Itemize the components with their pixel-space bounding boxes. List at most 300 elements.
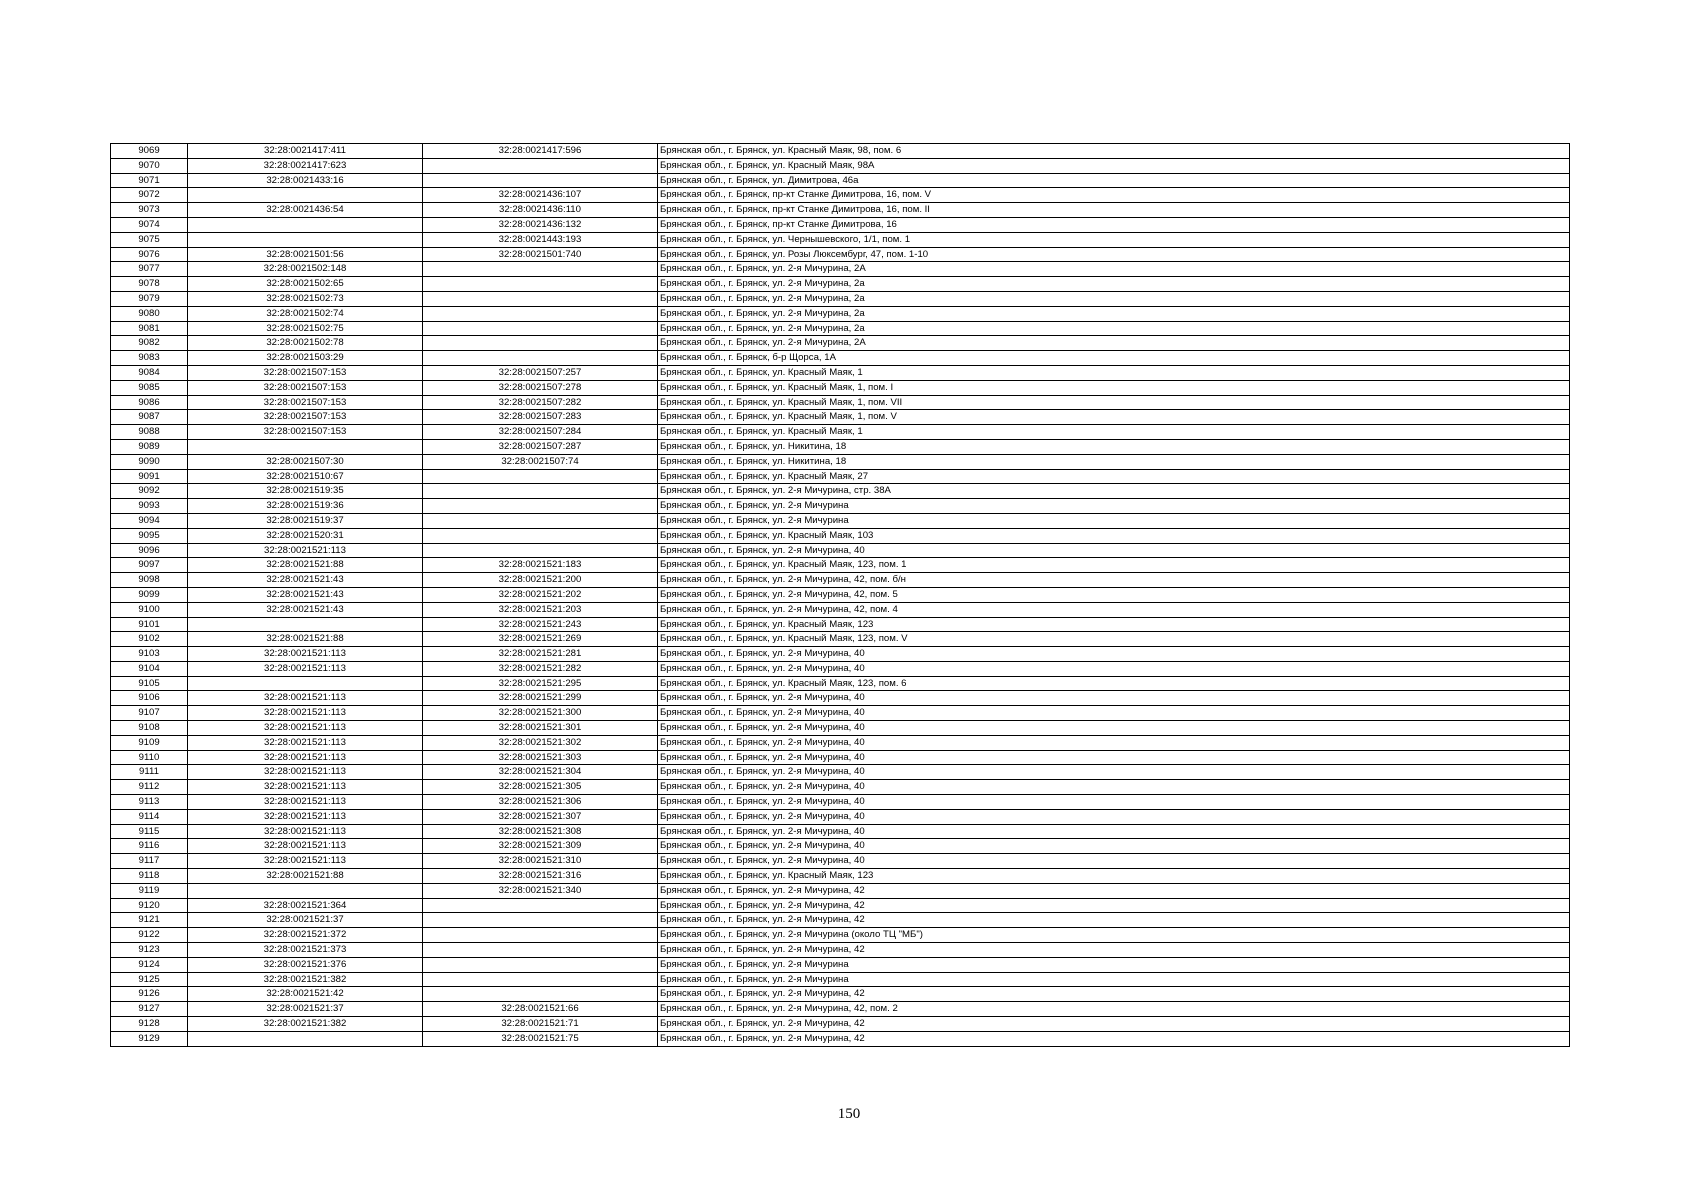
address-cell: Брянская обл., г. Брянск, ул. 2-я Мичурина, 40 <box>658 721 1570 736</box>
object-cadastral-number-cell: 32:28:0021521:306 <box>423 795 658 810</box>
row-number-cell: 9117 <box>111 854 188 869</box>
address-cell: Брянская обл., г. Брянск, ул. 2-я Мичурина, 42, пом. 4 <box>658 602 1570 617</box>
cadastral-number-cell: 32:28:0021521:382 <box>188 972 423 987</box>
row-number-cell: 9104 <box>111 661 188 676</box>
cadastral-number-cell: 32:28:0021519:37 <box>188 513 423 528</box>
address-cell: Брянская обл., г. Брянск, ул. 2-я Мичурина, 40 <box>658 543 1570 558</box>
table-row <box>111 203 1570 218</box>
address-cell: Брянская обл., г. Брянск, ул. 2-я Мичурина, стр. 38А <box>658 484 1570 499</box>
cadastral-number-cell <box>188 439 423 454</box>
address-cell: Брянская обл., г. Брянск, ул. Красный Маяк, 1, пом. VII <box>658 395 1570 410</box>
data-table <box>110 143 1570 1047</box>
row-number-cell: 9075 <box>111 232 188 247</box>
object-cadastral-number-cell: 32:28:0021521:281 <box>423 647 658 662</box>
cadastral-number-cell: 32:28:0021521:113 <box>188 795 423 810</box>
row-number-cell: 9111 <box>111 765 188 780</box>
row-number-cell: 9105 <box>111 676 188 691</box>
row-number-cell: 9112 <box>111 780 188 795</box>
address-cell: Брянская обл., г. Брянск, ул. 2-я Мичурина, 42 <box>658 898 1570 913</box>
table-row <box>111 780 1570 795</box>
cadastral-number-cell: 32:28:0021510:67 <box>188 469 423 484</box>
address-cell: Брянская обл., г. Брянск, ул. Чернышевского, 1/1, пом. 1 <box>658 232 1570 247</box>
row-number-cell: 9129 <box>111 1031 188 1046</box>
cadastral-number-cell: 32:28:0021502:74 <box>188 306 423 321</box>
object-cadastral-number-cell: 32:28:0021521:200 <box>423 573 658 588</box>
table-row <box>111 306 1570 321</box>
address-cell: Брянская обл., г. Брянск, ул. 2-я Мичурина <box>658 499 1570 514</box>
object-cadastral-number-cell: 32:28:0021521:303 <box>423 750 658 765</box>
object-cadastral-number-cell: 32:28:0021521:305 <box>423 780 658 795</box>
row-number-cell: 9089 <box>111 439 188 454</box>
row-number-cell: 9096 <box>111 543 188 558</box>
address-cell: Брянская обл., г. Брянск, ул. Красный Маяк, 123, пом. 1 <box>658 558 1570 573</box>
table-row <box>111 484 1570 499</box>
address-cell: Брянская обл., г. Брянск, ул. 2-я Мичурина, 40 <box>658 839 1570 854</box>
address-cell: Брянская обл., г. Брянск, пр-кт Станке Димитрова, 16, пом. V <box>658 188 1570 203</box>
address-cell: Брянская обл., г. Брянск, ул. Никитина, 18 <box>658 454 1570 469</box>
address-cell: Брянская обл., г. Брянск, ул. 2-я Мичурина, 40 <box>658 854 1570 869</box>
table-row <box>111 1017 1570 1032</box>
table-row <box>111 365 1570 380</box>
table-row <box>111 277 1570 292</box>
cadastral-number-cell: 32:28:0021507:153 <box>188 425 423 440</box>
object-cadastral-number-cell: 32:28:0021507:283 <box>423 410 658 425</box>
address-cell: Брянская обл., г. Брянск, ул. 2-я Мичурина, 42, пом. 2 <box>658 1002 1570 1017</box>
row-number-cell: 9079 <box>111 291 188 306</box>
object-cadastral-number-cell: 32:28:0021417:596 <box>423 144 658 159</box>
address-cell: Брянская обл., г. Брянск, ул. Красный Маяк, 123, пом. V <box>658 632 1570 647</box>
table-row <box>111 528 1570 543</box>
address-cell: Брянская обл., г. Брянск, ул. 2-я Мичурина, 40 <box>658 780 1570 795</box>
table-row <box>111 217 1570 232</box>
object-cadastral-number-cell <box>423 928 658 943</box>
table-row <box>111 188 1570 203</box>
cadastral-number-cell: 32:28:0021507:30 <box>188 454 423 469</box>
address-cell: Брянская обл., г. Брянск, ул. 2-я Мичурина, 40 <box>658 750 1570 765</box>
cadastral-number-cell <box>188 1031 423 1046</box>
row-number-cell: 9108 <box>111 721 188 736</box>
table-row <box>111 144 1570 159</box>
table-row <box>111 573 1570 588</box>
row-number-cell: 9113 <box>111 795 188 810</box>
row-number-cell: 9125 <box>111 972 188 987</box>
cadastral-number-cell: 32:28:0021502:78 <box>188 336 423 351</box>
table-row <box>111 987 1570 1002</box>
table-row <box>111 543 1570 558</box>
object-cadastral-number-cell <box>423 913 658 928</box>
row-number-cell: 9071 <box>111 173 188 188</box>
row-number-cell: 9114 <box>111 809 188 824</box>
table-row <box>111 425 1570 440</box>
table-row <box>111 351 1570 366</box>
address-cell: Брянская обл., г. Брянск, ул. 2-я Мичурина, 40 <box>658 691 1570 706</box>
object-cadastral-number-cell: 32:28:0021521:202 <box>423 587 658 602</box>
table-row <box>111 262 1570 277</box>
object-cadastral-number-cell: 32:28:0021521:316 <box>423 869 658 884</box>
cadastral-number-cell: 32:28:0021521:43 <box>188 602 423 617</box>
address-cell: Брянская обл., г. Брянск, ул. Красный Маяк, 1, пом. V <box>658 410 1570 425</box>
object-cadastral-number-cell <box>423 898 658 913</box>
row-number-cell: 9107 <box>111 706 188 721</box>
cadastral-number-cell: 32:28:0021521:43 <box>188 587 423 602</box>
row-number-cell: 9086 <box>111 395 188 410</box>
object-cadastral-number-cell: 32:28:0021521:66 <box>423 1002 658 1017</box>
object-cadastral-number-cell <box>423 336 658 351</box>
row-number-cell: 9084 <box>111 365 188 380</box>
address-cell: Брянская обл., г. Брянск, ул. 2-я Мичурина, 42 <box>658 987 1570 1002</box>
address-cell: Брянская обл., г. Брянск, ул. 2-я Мичурина, 42 <box>658 883 1570 898</box>
table-row <box>111 291 1570 306</box>
row-number-cell: 9069 <box>111 144 188 159</box>
table-row <box>111 765 1570 780</box>
row-number-cell: 9127 <box>111 1002 188 1017</box>
table-body <box>111 144 1570 1047</box>
address-cell: Брянская обл., г. Брянск, ул. Красный Маяк, 98А <box>658 158 1570 173</box>
address-cell: Брянская обл., г. Брянск, ул. 2-я Мичурина, 40 <box>658 735 1570 750</box>
cadastral-number-cell: 32:28:0021503:29 <box>188 351 423 366</box>
row-number-cell: 9120 <box>111 898 188 913</box>
address-cell: Брянская обл., г. Брянск, ул. 2-я Мичурина <box>658 957 1570 972</box>
object-cadastral-number-cell: 32:28:0021436:132 <box>423 217 658 232</box>
object-cadastral-number-cell: 32:28:0021521:301 <box>423 721 658 736</box>
table-row <box>111 676 1570 691</box>
table-row <box>111 336 1570 351</box>
object-cadastral-number-cell <box>423 513 658 528</box>
address-cell: Брянская обл., г. Брянск, ул. Красный Маяк, 1 <box>658 425 1570 440</box>
table-row <box>111 750 1570 765</box>
table-row <box>111 410 1570 425</box>
object-cadastral-number-cell <box>423 306 658 321</box>
cadastral-number-cell: 32:28:0021507:153 <box>188 380 423 395</box>
object-cadastral-number-cell: 32:28:0021521:75 <box>423 1031 658 1046</box>
cadastral-number-cell: 32:28:0021521:364 <box>188 898 423 913</box>
address-cell: Брянская обл., г. Брянск, ул. Димитрова, 46а <box>658 173 1570 188</box>
row-number-cell: 9103 <box>111 647 188 662</box>
address-cell: Брянская обл., г. Брянск, ул. 2-я Мичурина <box>658 513 1570 528</box>
object-cadastral-number-cell: 32:28:0021521:299 <box>423 691 658 706</box>
object-cadastral-number-cell <box>423 351 658 366</box>
table-row <box>111 795 1570 810</box>
cadastral-number-cell: 32:28:0021521:43 <box>188 573 423 588</box>
cadastral-number-cell: 32:28:0021507:153 <box>188 410 423 425</box>
object-cadastral-number-cell: 32:28:0021521:307 <box>423 809 658 824</box>
table-row <box>111 454 1570 469</box>
row-number-cell: 9083 <box>111 351 188 366</box>
cadastral-number-cell: 32:28:0021502:73 <box>188 291 423 306</box>
address-cell: Брянская обл., г. Брянск, ул. Красный Маяк, 103 <box>658 528 1570 543</box>
row-number-cell: 9119 <box>111 883 188 898</box>
object-cadastral-number-cell: 32:28:0021521:282 <box>423 661 658 676</box>
row-number-cell: 9072 <box>111 188 188 203</box>
object-cadastral-number-cell: 32:28:0021521:71 <box>423 1017 658 1032</box>
table-row <box>111 898 1570 913</box>
object-cadastral-number-cell: 32:28:0021521:269 <box>423 632 658 647</box>
table-row <box>111 647 1570 662</box>
cadastral-number-cell: 32:28:0021502:75 <box>188 321 423 336</box>
address-cell: Брянская обл., г. Брянск, ул. 2-я Мичурина, 2а <box>658 277 1570 292</box>
cadastral-number-cell: 32:28:0021519:35 <box>188 484 423 499</box>
page-number: 150 <box>837 1106 861 1122</box>
cadastral-number-cell: 32:28:0021521:113 <box>188 661 423 676</box>
address-cell: Брянская обл., г. Брянск, ул. Красный Маяк, 123 <box>658 869 1570 884</box>
cadastral-number-cell: 32:28:0021521:113 <box>188 854 423 869</box>
row-number-cell: 9070 <box>111 158 188 173</box>
row-number-cell: 9098 <box>111 573 188 588</box>
object-cadastral-number-cell: 32:28:0021436:107 <box>423 188 658 203</box>
address-cell: Брянская обл., г. Брянск, ул. 2-я Мичурина, 42 <box>658 943 1570 958</box>
object-cadastral-number-cell <box>423 528 658 543</box>
table-row <box>111 617 1570 632</box>
address-cell: Брянская обл., г. Брянск, ул. 2-я Мичурина, 2А <box>658 336 1570 351</box>
address-cell: Брянская обл., г. Брянск, ул. Красный Маяк, 1, пом. I <box>658 380 1570 395</box>
row-number-cell: 9121 <box>111 913 188 928</box>
address-cell: Брянская обл., г. Брянск, пр-кт Станке Димитрова, 16, пом. II <box>658 203 1570 218</box>
address-cell: Брянская обл., г. Брянск, ул. 2-я Мичурина, 40 <box>658 706 1570 721</box>
object-cadastral-number-cell: 32:28:0021507:74 <box>423 454 658 469</box>
table-row <box>111 661 1570 676</box>
address-cell: Брянская обл., г. Брянск, ул. Розы Люксембург, 47, пом. 1-10 <box>658 247 1570 262</box>
row-number-cell: 9080 <box>111 306 188 321</box>
cadastral-number-cell: 32:28:0021502:65 <box>188 277 423 292</box>
cadastral-number-cell: 32:28:0021501:56 <box>188 247 423 262</box>
cadastral-number-cell: 32:28:0021521:113 <box>188 706 423 721</box>
table-row <box>111 602 1570 617</box>
object-cadastral-number-cell <box>423 943 658 958</box>
cadastral-number-cell: 32:28:0021502:148 <box>188 262 423 277</box>
object-cadastral-number-cell <box>423 469 658 484</box>
object-cadastral-number-cell <box>423 277 658 292</box>
table-row <box>111 809 1570 824</box>
cadastral-number-cell: 32:28:0021521:113 <box>188 809 423 824</box>
address-cell: Брянская обл., г. Брянск, ул. 2-я Мичурина, 2а <box>658 321 1570 336</box>
cadastral-number-cell: 32:28:0021521:113 <box>188 647 423 662</box>
row-number-cell: 9116 <box>111 839 188 854</box>
object-cadastral-number-cell <box>423 158 658 173</box>
object-cadastral-number-cell: 32:28:0021507:257 <box>423 365 658 380</box>
row-number-cell: 9090 <box>111 454 188 469</box>
object-cadastral-number-cell: 32:28:0021507:284 <box>423 425 658 440</box>
address-cell: Брянская обл., г. Брянск, ул. Красный Маяк, 123, пом. 6 <box>658 676 1570 691</box>
table-row <box>111 913 1570 928</box>
address-cell: Брянская обл., г. Брянск, ул. 2-я Мичурина, 40 <box>658 765 1570 780</box>
table-row <box>111 1031 1570 1046</box>
cadastral-number-cell: 32:28:0021436:54 <box>188 203 423 218</box>
object-cadastral-number-cell: 32:28:0021507:282 <box>423 395 658 410</box>
object-cadastral-number-cell <box>423 291 658 306</box>
object-cadastral-number-cell <box>423 262 658 277</box>
row-number-cell: 9122 <box>111 928 188 943</box>
object-cadastral-number-cell: 32:28:0021436:110 <box>423 203 658 218</box>
row-number-cell: 9126 <box>111 987 188 1002</box>
row-number-cell: 9078 <box>111 277 188 292</box>
table-row <box>111 380 1570 395</box>
address-cell: Брянская обл., г. Брянск, ул. 2-я Мичурина, 42 <box>658 913 1570 928</box>
cadastral-number-cell: 32:28:0021521:88 <box>188 869 423 884</box>
row-number-cell: 9093 <box>111 499 188 514</box>
cadastral-number-cell: 32:28:0021521:113 <box>188 839 423 854</box>
table-row <box>111 928 1570 943</box>
cadastral-number-cell <box>188 232 423 247</box>
address-cell: Брянская обл., г. Брянск, ул. 2-я Мичурина, 2А <box>658 262 1570 277</box>
address-cell: Брянская обл., г. Брянск, ул. 2-я Мичурина, 40 <box>658 809 1570 824</box>
object-cadastral-number-cell <box>423 543 658 558</box>
table-row <box>111 824 1570 839</box>
cadastral-number-cell <box>188 217 423 232</box>
address-cell: Брянская обл., г. Брянск, ул. 2-я Мичурина, 40 <box>658 661 1570 676</box>
cadastral-number-cell: 32:28:0021521:113 <box>188 691 423 706</box>
table-row <box>111 735 1570 750</box>
object-cadastral-number-cell <box>423 972 658 987</box>
address-cell: Брянская обл., г. Брянск, ул. 2-я Мичурина, 40 <box>658 795 1570 810</box>
row-number-cell: 9102 <box>111 632 188 647</box>
table-row <box>111 721 1570 736</box>
address-cell: Брянская обл., г. Брянск, ул. Красный Маяк, 98, пом. 6 <box>658 144 1570 159</box>
cadastral-number-cell: 32:28:0021521:88 <box>188 632 423 647</box>
row-number-cell: 9100 <box>111 602 188 617</box>
row-number-cell: 9101 <box>111 617 188 632</box>
address-cell: Брянская обл., г. Брянск, ул. Красный Маяк, 123 <box>658 617 1570 632</box>
object-cadastral-number-cell: 32:28:0021521:304 <box>423 765 658 780</box>
object-cadastral-number-cell: 32:28:0021501:740 <box>423 247 658 262</box>
cadastral-number-cell: 32:28:0021521:113 <box>188 543 423 558</box>
table-row <box>111 1002 1570 1017</box>
table-row <box>111 395 1570 410</box>
address-cell: Брянская обл., г. Брянск, ул. 2-я Мичурина, 42 <box>658 1017 1570 1032</box>
table-row <box>111 439 1570 454</box>
object-cadastral-number-cell <box>423 987 658 1002</box>
address-cell: Брянская обл., г. Брянск, ул. Красный Маяк, 1 <box>658 365 1570 380</box>
cadastral-number-cell <box>188 883 423 898</box>
table-row <box>111 883 1570 898</box>
object-cadastral-number-cell: 32:28:0021521:309 <box>423 839 658 854</box>
object-cadastral-number-cell: 32:28:0021521:203 <box>423 602 658 617</box>
table-row <box>111 957 1570 972</box>
address-cell: Брянская обл., г. Брянск, ул. 2-я Мичурина <box>658 972 1570 987</box>
cadastral-number-cell: 32:28:0021521:372 <box>188 928 423 943</box>
table-row <box>111 158 1570 173</box>
cadastral-number-cell: 32:28:0021521:37 <box>188 913 423 928</box>
table-row <box>111 558 1570 573</box>
object-cadastral-number-cell: 32:28:0021521:295 <box>423 676 658 691</box>
row-number-cell: 9097 <box>111 558 188 573</box>
address-cell: Брянская обл., г. Брянск, ул. 2-я Мичурина (около ТЦ "МБ") <box>658 928 1570 943</box>
cadastral-number-cell <box>188 188 423 203</box>
row-number-cell: 9118 <box>111 869 188 884</box>
row-number-cell: 9087 <box>111 410 188 425</box>
row-number-cell: 9115 <box>111 824 188 839</box>
table-row <box>111 247 1570 262</box>
cadastral-number-cell: 32:28:0021433:16 <box>188 173 423 188</box>
cadastral-number-cell: 32:28:0021521:113 <box>188 765 423 780</box>
table-row <box>111 513 1570 528</box>
table-row <box>111 869 1570 884</box>
cadastral-number-cell: 32:28:0021521:373 <box>188 943 423 958</box>
table-row <box>111 232 1570 247</box>
table-row <box>111 173 1570 188</box>
object-cadastral-number-cell: 32:28:0021507:287 <box>423 439 658 454</box>
address-cell: Брянская обл., г. Брянск, б-р Щорса, 1А <box>658 351 1570 366</box>
row-number-cell: 9109 <box>111 735 188 750</box>
object-cadastral-number-cell <box>423 499 658 514</box>
table-row <box>111 469 1570 484</box>
cadastral-number-cell: 32:28:0021519:36 <box>188 499 423 514</box>
cadastral-number-cell: 32:28:0021520:31 <box>188 528 423 543</box>
object-cadastral-number-cell: 32:28:0021521:310 <box>423 854 658 869</box>
object-cadastral-number-cell: 32:28:0021521:340 <box>423 883 658 898</box>
cadastral-number-cell: 32:28:0021521:113 <box>188 735 423 750</box>
cadastral-number-cell: 32:28:0021521:113 <box>188 721 423 736</box>
cadastral-number-cell <box>188 617 423 632</box>
address-cell: Брянская обл., г. Брянск, ул. 2-я Мичурина, 42, пом. б/н <box>658 573 1570 588</box>
object-cadastral-number-cell <box>423 321 658 336</box>
cadastral-number-cell: 32:28:0021521:42 <box>188 987 423 1002</box>
row-number-cell: 9106 <box>111 691 188 706</box>
object-cadastral-number-cell <box>423 484 658 499</box>
row-number-cell: 9081 <box>111 321 188 336</box>
object-cadastral-number-cell: 32:28:0021443:193 <box>423 232 658 247</box>
row-number-cell: 9099 <box>111 587 188 602</box>
row-number-cell: 9123 <box>111 943 188 958</box>
cadastral-number-cell: 32:28:0021417:411 <box>188 144 423 159</box>
table-row <box>111 632 1570 647</box>
table-row <box>111 972 1570 987</box>
object-cadastral-number-cell <box>423 173 658 188</box>
row-number-cell: 9077 <box>111 262 188 277</box>
row-number-cell: 9092 <box>111 484 188 499</box>
address-cell: Брянская обл., г. Брянск, ул. 2-я Мичурина, 2а <box>658 291 1570 306</box>
cadastral-number-cell: 32:28:0021521:113 <box>188 824 423 839</box>
cadastral-number-cell: 32:28:0021507:153 <box>188 365 423 380</box>
table-row <box>111 499 1570 514</box>
row-number-cell: 9128 <box>111 1017 188 1032</box>
row-number-cell: 9085 <box>111 380 188 395</box>
table-row <box>111 839 1570 854</box>
address-cell: Брянская обл., г. Брянск, ул. Никитина, 18 <box>658 439 1570 454</box>
address-cell: Брянская обл., г. Брянск, пр-кт Станке Димитрова, 16 <box>658 217 1570 232</box>
row-number-cell: 9088 <box>111 425 188 440</box>
address-cell: Брянская обл., г. Брянск, ул. Красный Маяк, 27 <box>658 469 1570 484</box>
table-row <box>111 706 1570 721</box>
cadastral-number-cell: 32:28:0021521:113 <box>188 780 423 795</box>
cadastral-number-cell: 32:28:0021521:382 <box>188 1017 423 1032</box>
object-cadastral-number-cell: 32:28:0021521:300 <box>423 706 658 721</box>
object-cadastral-number-cell: 32:28:0021521:243 <box>423 617 658 632</box>
cadastral-number-cell: 32:28:0021507:153 <box>188 395 423 410</box>
table-row <box>111 587 1570 602</box>
cadastral-number-cell: 32:28:0021521:376 <box>188 957 423 972</box>
row-number-cell: 9076 <box>111 247 188 262</box>
object-cadastral-number-cell <box>423 957 658 972</box>
object-cadastral-number-cell: 32:28:0021521:302 <box>423 735 658 750</box>
row-number-cell: 9091 <box>111 469 188 484</box>
object-cadastral-number-cell: 32:28:0021521:183 <box>423 558 658 573</box>
row-number-cell: 9095 <box>111 528 188 543</box>
row-number-cell: 9082 <box>111 336 188 351</box>
table-row <box>111 854 1570 869</box>
object-cadastral-number-cell: 32:28:0021507:278 <box>423 380 658 395</box>
address-cell: Брянская обл., г. Брянск, ул. 2-я Мичурина, 40 <box>658 824 1570 839</box>
cadastral-number-cell <box>188 676 423 691</box>
address-cell: Брянская обл., г. Брянск, ул. 2-я Мичурина, 42 <box>658 1031 1570 1046</box>
row-number-cell: 9094 <box>111 513 188 528</box>
table-row <box>111 321 1570 336</box>
object-cadastral-number-cell: 32:28:0021521:308 <box>423 824 658 839</box>
cadastral-number-cell: 32:28:0021521:88 <box>188 558 423 573</box>
row-number-cell: 9073 <box>111 203 188 218</box>
row-number-cell: 9124 <box>111 957 188 972</box>
address-cell: Брянская обл., г. Брянск, ул. 2-я Мичурина, 40 <box>658 647 1570 662</box>
address-cell: Брянская обл., г. Брянск, ул. 2-я Мичурина, 42, пом. 5 <box>658 587 1570 602</box>
